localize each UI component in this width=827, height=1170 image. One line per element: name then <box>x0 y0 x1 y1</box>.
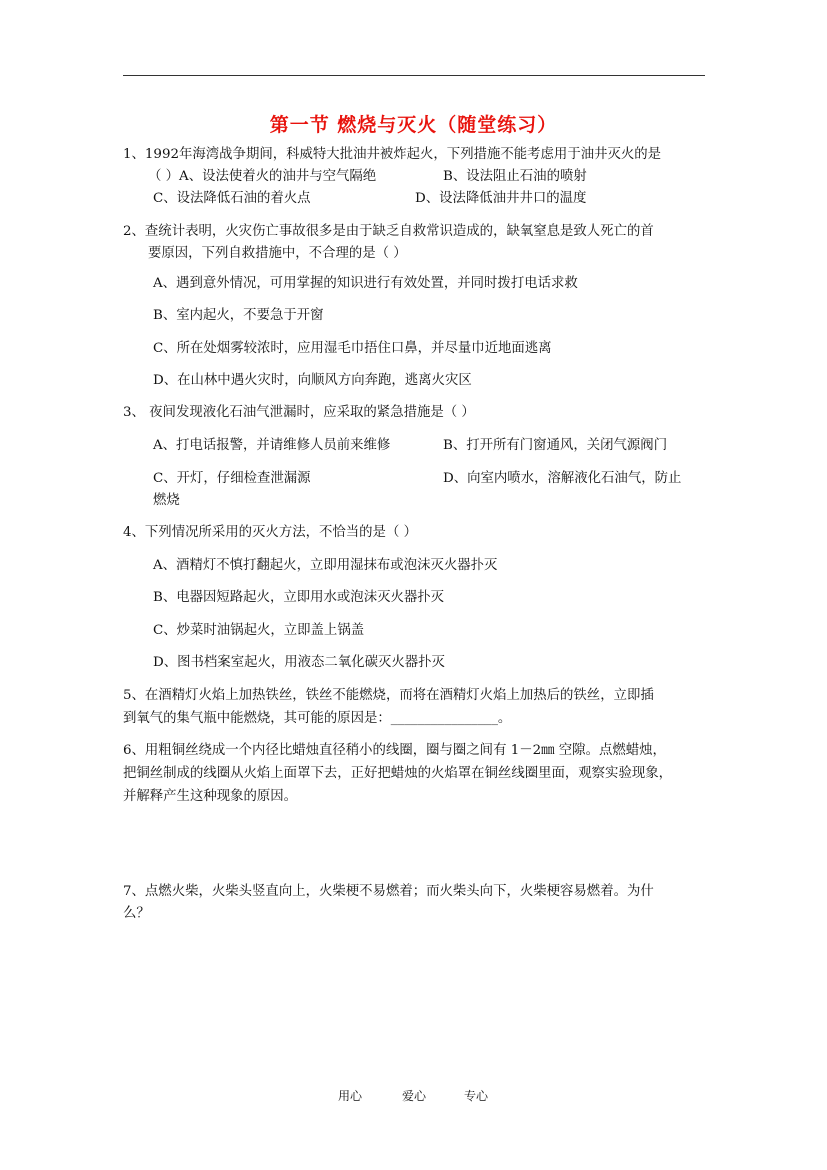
q2-option-c: C、所在处烟雾较浓时，应用湿毛巾捂住口鼻，并尽量巾近地面逃离 <box>153 341 552 356</box>
q4-option-b: B、电器因短路起火，立即用水或泡沫灭火器扑灭 <box>153 590 445 605</box>
q5-line1: 5、在酒精灯火焰上加热铁丝，铁丝不能燃烧，而将在酒精灯火焰上加热后的铁丝，立即插 <box>123 688 654 703</box>
q2-option-b: B、室内起火，不要急于开窗 <box>153 308 324 323</box>
q4-stem: 4、下列情况所采用的灭火方法，不恰当的是（ ） <box>123 525 417 540</box>
q2-stem-line1: 2、查统计表明，火灾伤亡事故很多是由于缺乏自救常识造成的，缺氧窒息是致人死亡的首 <box>123 224 654 239</box>
q3-stem: 3、 夜间发现液化石油气泄漏时，应采取的紧急措施是（ ） <box>123 405 475 420</box>
q6-line3: 并解释产生这种现象的原因。 <box>123 789 298 804</box>
q3-option-d: D、向室内喷水，溶解液化石油气，防止 <box>443 471 682 486</box>
footer-text-2: 爱心 <box>402 1089 427 1103</box>
q2-option-d: D、在山林中遇火灾时，向顺风方向奔跑，逃离火灾区 <box>153 373 472 388</box>
q3-option-d-continued: 燃烧 <box>153 493 180 508</box>
q7-line1: 7、点燃火柴，火柴头竖直向上，火柴梗不易燃着；而火柴头向下，火柴梗容易燃着。为什 <box>123 884 654 899</box>
q1-line2-option-a: （ ）A、设法使着火的油井与空气隔绝 <box>148 169 377 184</box>
q6-line1: 6、用粗铜丝绕成一个内径比蜡烛直径稍小的线圈，圈与圈之间有 1－2㎜ 空隙。点燃蜡烛， <box>123 743 666 758</box>
q1-option-c: C、设法降低石油的着火点 <box>153 191 311 206</box>
q4-option-c: C、炒菜时油锅起火，立即盖上锅盖 <box>153 623 365 638</box>
q4-option-a: A、酒精灯不慎打翻起火，立即用湿抹布或泡沫灭火器扑灭 <box>153 558 498 573</box>
q3-option-c: C、开灯，仔细检查泄漏源 <box>153 471 311 486</box>
q2-option-a: A、遇到意外情况，可用掌握的知识进行有效处置，并同时拨打电话求救 <box>153 276 578 291</box>
page-title: 第一节 燃烧与灭火（随堂练习） <box>269 114 558 136</box>
q1-stem: 1、1992年海湾战争期间，科威特大批油井被炸起火，下列措施不能考虑用于油井灭火的是 <box>123 147 662 162</box>
q6-line2: 把铜丝制成的线圈从火焰上面罩下去，正好把蜡烛的火焰罩在铜丝线圈里面，观察实验现象， <box>123 766 673 781</box>
q4-option-d: D、图书档案室起火，用液态二氧化碳灭火器扑灭 <box>153 655 445 670</box>
q2-stem-line2: 要原因，下列自救措施中，不合理的是（ ） <box>148 246 407 261</box>
footer-text-3: 专心 <box>464 1089 489 1103</box>
q7-line2: 么？ <box>123 906 150 921</box>
header-rule <box>123 75 705 76</box>
q1-option-d: D、设法降低油井井口的温度 <box>415 191 587 206</box>
q1-option-b: B、设法阻止石油的喷射 <box>443 169 587 184</box>
q3-option-a: A、打电话报警，并请维修人员前来维修 <box>153 438 391 453</box>
q5-line2: 到氧气的集气瓶中能燃烧，其可能的原因是：________________。 <box>123 711 512 726</box>
footer-text-1: 用心 <box>338 1089 363 1103</box>
q3-option-b: B、打开所有门窗通风，关闭气源阀门 <box>443 438 668 453</box>
